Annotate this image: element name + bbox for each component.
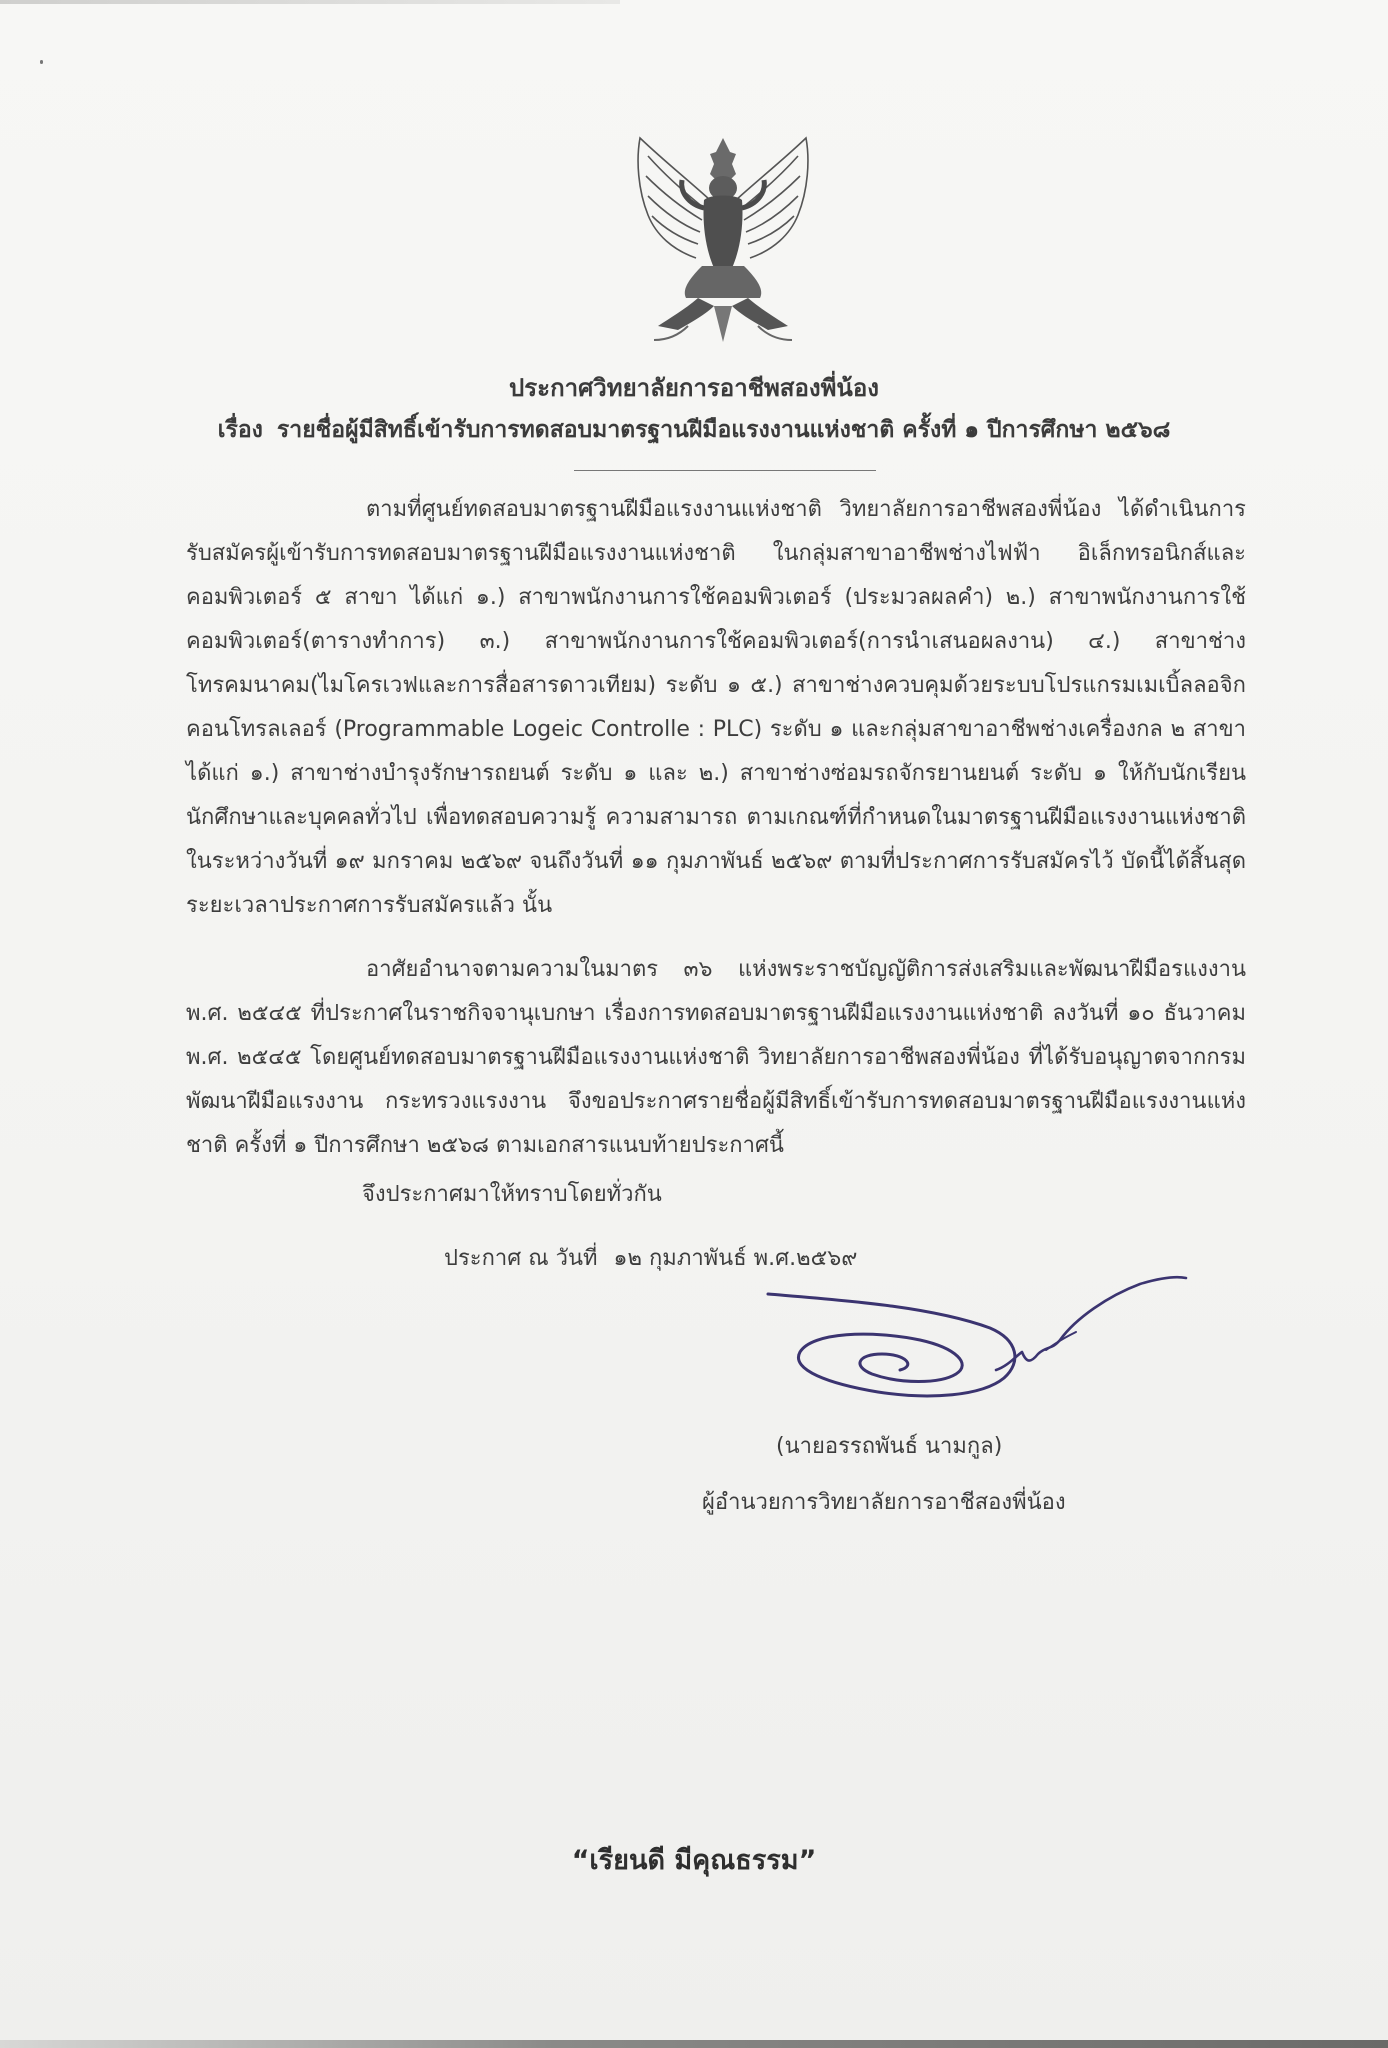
subject-text: รายชื่อผู้มีสิทธิ์เข้ารับการทดสอบมาตรฐานฝีมือแรงงานแห่งชาติ ครั้งที่ ๑ ปีการศึกษา ๒๕๖๘: [276, 417, 1171, 443]
date-prefix: ประกาศ ณ วันที่: [444, 1246, 598, 1271]
school-motto: “เรียนดี มีคุณธรรม”: [571, 1845, 817, 1876]
handwritten-signature: [760, 1270, 1260, 1430]
announcement-title: ประกาศวิทยาลัยการอาชีพสองพี่น้อง: [509, 374, 879, 402]
page-top-edge: [0, 0, 620, 4]
announce-line: จึงประกาศมาให้ทราบโดยทั่วกัน: [362, 1182, 662, 1207]
paper-speck: [40, 60, 43, 64]
title-divider: [574, 470, 876, 471]
page-bottom-edge: [0, 2040, 1388, 2048]
date-value: ๑๒ กุมภาพันธ์ พ.ศ.๒๕๖๙: [613, 1246, 858, 1271]
signer-position: ผู้อำนวยการวิทยาลัยการอาชีสองพี่น้อง: [702, 1490, 1066, 1515]
garuda-emblem-icon: [618, 130, 828, 345]
body-paragraph-1: ตามที่ศูนย์ทดสอบมาตรฐานฝีมือแรงงานแห่งชาติ วิทยาลัยการอาชีพสองพี่น้อง ได้ดำเนินการรับสมัครผู้เข้ารับการทดสอบมาตรฐานฝีมือแรงงานแห่งชาติ ในกลุ่มสาขาอาชีพช่างไฟฟ้า อิเล็กทรอนิกส์และคอมพิวเตอร์ ๕ สาขา ได้แก่ ๑.) สาขาพนักงานการใช้คอมพิวเตอร์ (ประมวลผลคำ) ๒.) สาขาพนักงานการใช้คอมพิวเตอร์(ตารางทำการ) ๓.) สาขาพนักงานการใช้คอมพิวเตอร์(การนำเสนอผลงาน) ๔.) สาขาช่างโทรคมนาคม(ไมโครเวฟและการสื่อสารดาวเทียม) ระดับ ๑ ๕.) สาขาช่างควบคุมด้วยระบบโปรแกรมเมเบิ้ลลอจิกคอนโทรลเลอร์ (Programmable Logeic Controlle : PLC) ระดับ ๑ และกลุ่มสาขาอาชีพช่างเครื่องกล ๒ สาขา ได้แก่ ๑.) สาขาช่างบำรุงรักษารถยนต์ ระดับ ๑ และ ๒.) สาขาช่างซ่อมรถจักรยานยนต์ ระดับ ๑ ให้กับนักเรียน นักศึกษาและบุคคลทั่วไป เพื่อทดสอบความรู้ ความสามารถ ตามเกณฑ์ที่กำหนดในมาตรฐานฝีมือแรงงานแห่งชาติ ในระหว่างวันที่ ๑๙ มกราคม ๒๕๖๙ จนถึงวันที่ ๑๑ กุมภาพันธ์ ๒๕๖๙ ตามที่ประกาศการรับสมัครไว้ บัดนี้ได้สิ้นสุดระยะเวลาประกาศการรับสมัครแล้ว นั้น: [186, 497, 1246, 918]
signer-name: (นายอรรถพันธ์ นามกูล): [776, 1434, 1003, 1459]
subject-label: เรื่อง: [217, 417, 263, 443]
subject-line: [0, 412, 1388, 448]
body-paragraph-2: อาศัยอำนาจตามความในมาตร ๓๖ แห่งพระราชบัญญัติการส่งเสริมและพัฒนาฝีมือรแงงาน พ.ศ. ๒๕๔๕ ที่ประกาศในราชกิจจานุเบกษา เรื่องการทดสอบมาตรฐานฝีมือแรงงานแห่งชาติ ลงวันที่ ๑๐ ธันวาคม พ.ศ. ๒๕๔๕ โดยศูนย์ทดสอบมาตรฐานฝีมือแรงงานแห่งชาติ วิทยาลัยการอาชีพสองพี่น้อง ที่ได้รับอนุญาตจากกรมพัฒนาฝีมือแรงงาน กระทรวงแรงงาน จึงขอประกาศรายชื่อผู้มีสิทธิ์เข้ารับการทดสอบมาตรฐานฝีมือแรงงานแห่งชาติ ครั้งที่ ๑ ปีการศึกษา ๒๕๖๘ ตามเอกสารแนบท้ายประกาศนี้: [186, 957, 1246, 1158]
